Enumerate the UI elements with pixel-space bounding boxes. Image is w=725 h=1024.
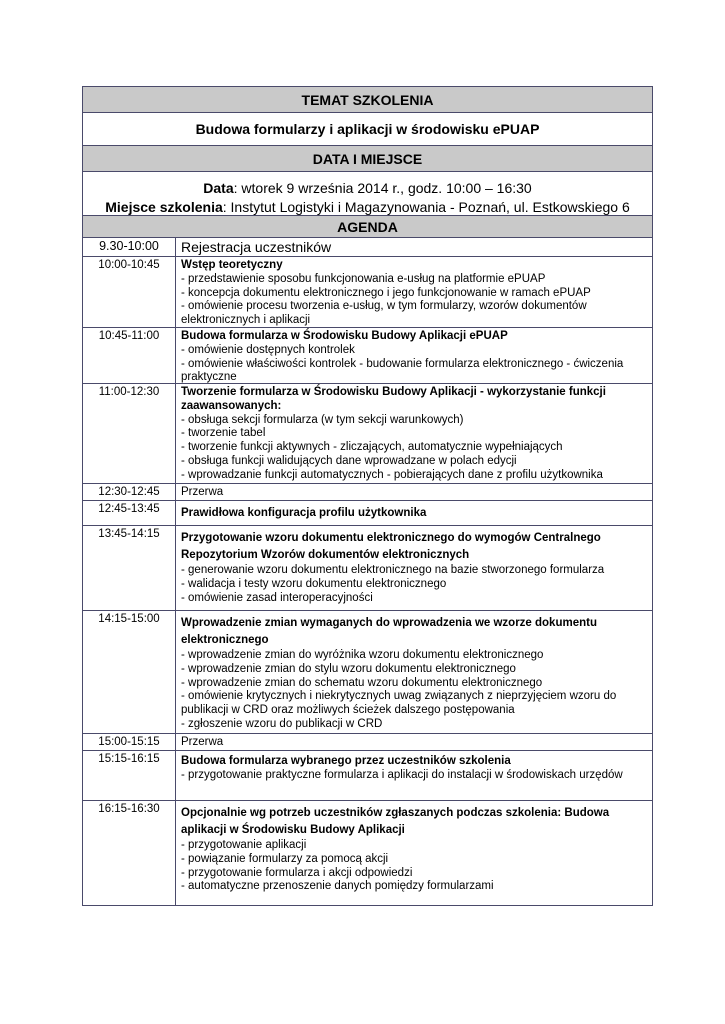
agenda-plain-text: Przerwa <box>181 736 224 748</box>
agenda-bullet: - powiązanie formularzy za pomocą akcji <box>181 852 389 865</box>
agenda-row <box>83 611 652 734</box>
topic-header-text: TEMAT SZKOLENIA <box>301 92 434 108</box>
date-place-header <box>83 146 652 172</box>
agenda-time: 9.30-10:00 <box>83 238 176 256</box>
training-program-table <box>82 86 653 906</box>
topic-header <box>83 87 652 113</box>
agenda-list <box>83 238 652 905</box>
agenda-content <box>176 484 652 500</box>
agenda-header-text: AGENDA <box>337 219 398 235</box>
agenda-bullet: - tworzenie tabel <box>181 427 266 440</box>
agenda-content <box>176 526 652 610</box>
agenda-time: 16:15-16:30 <box>83 801 176 905</box>
agenda-title: Budowa formularza wybranego przez uczestników szkolenia <box>181 755 511 767</box>
place-label: Miejsce szkolenia <box>105 199 223 215</box>
agenda-title: Tworzenie formularza w Środowisku Budowy Aplikacji - wykorzystanie funkcji zaawansowanych: <box>181 386 606 412</box>
agenda-row <box>83 801 652 905</box>
agenda-time: 10:45-11:00 <box>83 328 176 383</box>
agenda-bullet: - automatyczne przenoszenie danych pomiędzy formularzami <box>181 880 494 893</box>
agenda-time: 15:00-15:15 <box>83 734 176 750</box>
agenda-time: 10:00-10:45 <box>83 257 176 327</box>
agenda-row <box>83 484 652 501</box>
agenda-bullet: - wprowadzenie zmian do wyróżnika wzoru dokumentu elektronicznego <box>181 649 544 661</box>
agenda-content <box>176 801 652 905</box>
agenda-plain-text: Rejestracja uczestników <box>181 239 332 255</box>
agenda-bullet: - tworzenie funkcji aktywnych - zliczających, automatycznie wypełniających <box>181 441 563 454</box>
agenda-bullet: - walidacja i testy wzoru dokumentu elektronicznego <box>181 577 447 590</box>
date-place-block <box>83 172 652 216</box>
agenda-bullet: - przygotowanie aplikacji <box>181 839 307 851</box>
agenda-content <box>176 328 652 383</box>
agenda-bullet: - zgłoszenie wzoru do publikacji w CRD <box>181 717 383 730</box>
agenda-row <box>83 526 652 611</box>
agenda-time: 12:30-12:45 <box>83 484 176 500</box>
agenda-row <box>83 501 652 526</box>
date-label: Data <box>203 180 234 196</box>
agenda-content <box>176 611 652 733</box>
agenda-bullet: - omówienie procesu tworzenia e-usług, w tym formularzy, wzorów dokumentów elektronicznych i aplikacji <box>181 300 587 327</box>
agenda-row <box>83 257 652 328</box>
agenda-row <box>83 238 652 257</box>
agenda-content <box>176 501 652 525</box>
agenda-title: Wstęp teoretyczny <box>181 259 283 271</box>
agenda-time: 12:45-13:45 <box>83 501 176 525</box>
agenda-title: Opcjonalnie wg potrzeb uczestników zgłaszanych podczas szkolenia: Budowa aplikacji w Środowisku Budowy Aplikacji <box>181 807 610 836</box>
agenda-content <box>176 257 652 327</box>
agenda-bullet: - obsługa sekcji formularza (w tym sekcji warunkowych) <box>181 413 464 426</box>
agenda-content <box>176 734 652 750</box>
agenda-content <box>176 384 652 483</box>
agenda-bullet: - generowanie wzoru dokumentu elektronicznego na bazie stworzonego formularza <box>181 564 605 576</box>
date-place-header-text: DATA I MIEJSCE <box>312 151 423 167</box>
agenda-bullet: - omówienie właściwości kontrolek - budowanie formularza elektronicznego - ćwiczenia praktyczne <box>181 357 624 384</box>
agenda-bullet: - przygotowanie praktyczne formularza i aplikacji do instalacji w środowiskach urzędów <box>181 768 623 781</box>
agenda-row <box>83 734 652 751</box>
agenda-title: Budowa formularza w Środowisku Budowy Aplikacji ePUAP <box>181 330 508 342</box>
place-value: : Instytut Logistyki i Magazynowania - Poznań, ul. Estkowskiego 6 <box>222 199 630 215</box>
agenda-bullet: - koncepcja dokumentu elektronicznego i jego funkcjonowanie w ramach ePUAP <box>181 286 591 299</box>
agenda-bullet: - wprowadzenie zmian do stylu wzoru dokumentu elektronicznego <box>181 662 516 675</box>
agenda-time: 11:00-12:30 <box>83 384 176 483</box>
agenda-title: Wprowadzenie zmian wymaganych do wprowadzenia we wzorze dokumentu elektronicznego <box>181 617 597 646</box>
agenda-title: Przygotowanie wzoru dokumentu elektronicznego do wymogów Centralnego Repozytorium Wzorów dokumentów elektronicznych <box>181 532 601 561</box>
agenda-bullet: - omówienie dostępnych kontrolek <box>181 343 355 356</box>
agenda-bullet: - przedstawienie sposobu funkcjonowania e-usług na platformie ePUAP <box>181 272 546 285</box>
agenda-content <box>176 238 652 256</box>
agenda-bullet: - omówienie zasad interoperacyjności <box>181 591 373 604</box>
agenda-plain-text: Przerwa <box>181 486 224 498</box>
agenda-content <box>176 751 652 800</box>
agenda-row <box>83 328 652 384</box>
agenda-time: 14:15-15:00 <box>83 611 176 733</box>
agenda-bullet: - omówienie krytycznych i niekrytycznych uwag związanych z nieprzyjęciem wzoru do publikacji w CRD oraz możliwych ścieżek dalszego postępowania <box>181 690 617 717</box>
agenda-bullet: - przygotowanie formularza i akcji odpowiedzi <box>181 866 413 879</box>
agenda-header <box>83 216 652 238</box>
agenda-row <box>83 751 652 801</box>
date-value: : wtorek 9 września 2014 r., godz. 10:00 – 16:30 <box>233 180 532 196</box>
agenda-bullet: - wprowadzanie funkcji automatycznych - pobierających dane z profilu użytkownika <box>181 468 603 481</box>
agenda-bullet: - wprowadzenie zmian do schematu wzoru dokumentu elektronicznego <box>181 676 543 689</box>
agenda-time: 15:15-16:15 <box>83 751 176 800</box>
agenda-title: Prawidłowa konfiguracja profilu użytkownika <box>181 507 427 519</box>
date-line <box>83 179 652 198</box>
agenda-time: 13:45-14:15 <box>83 526 176 610</box>
agenda-row <box>83 384 652 484</box>
agenda-bullet: - obsługa funkcji walidujących dane wprowadzane w polach edycji <box>181 454 517 467</box>
training-title: Budowa formularzy i aplikacji w środowisku ePUAP <box>83 113 652 146</box>
place-line <box>83 198 652 217</box>
